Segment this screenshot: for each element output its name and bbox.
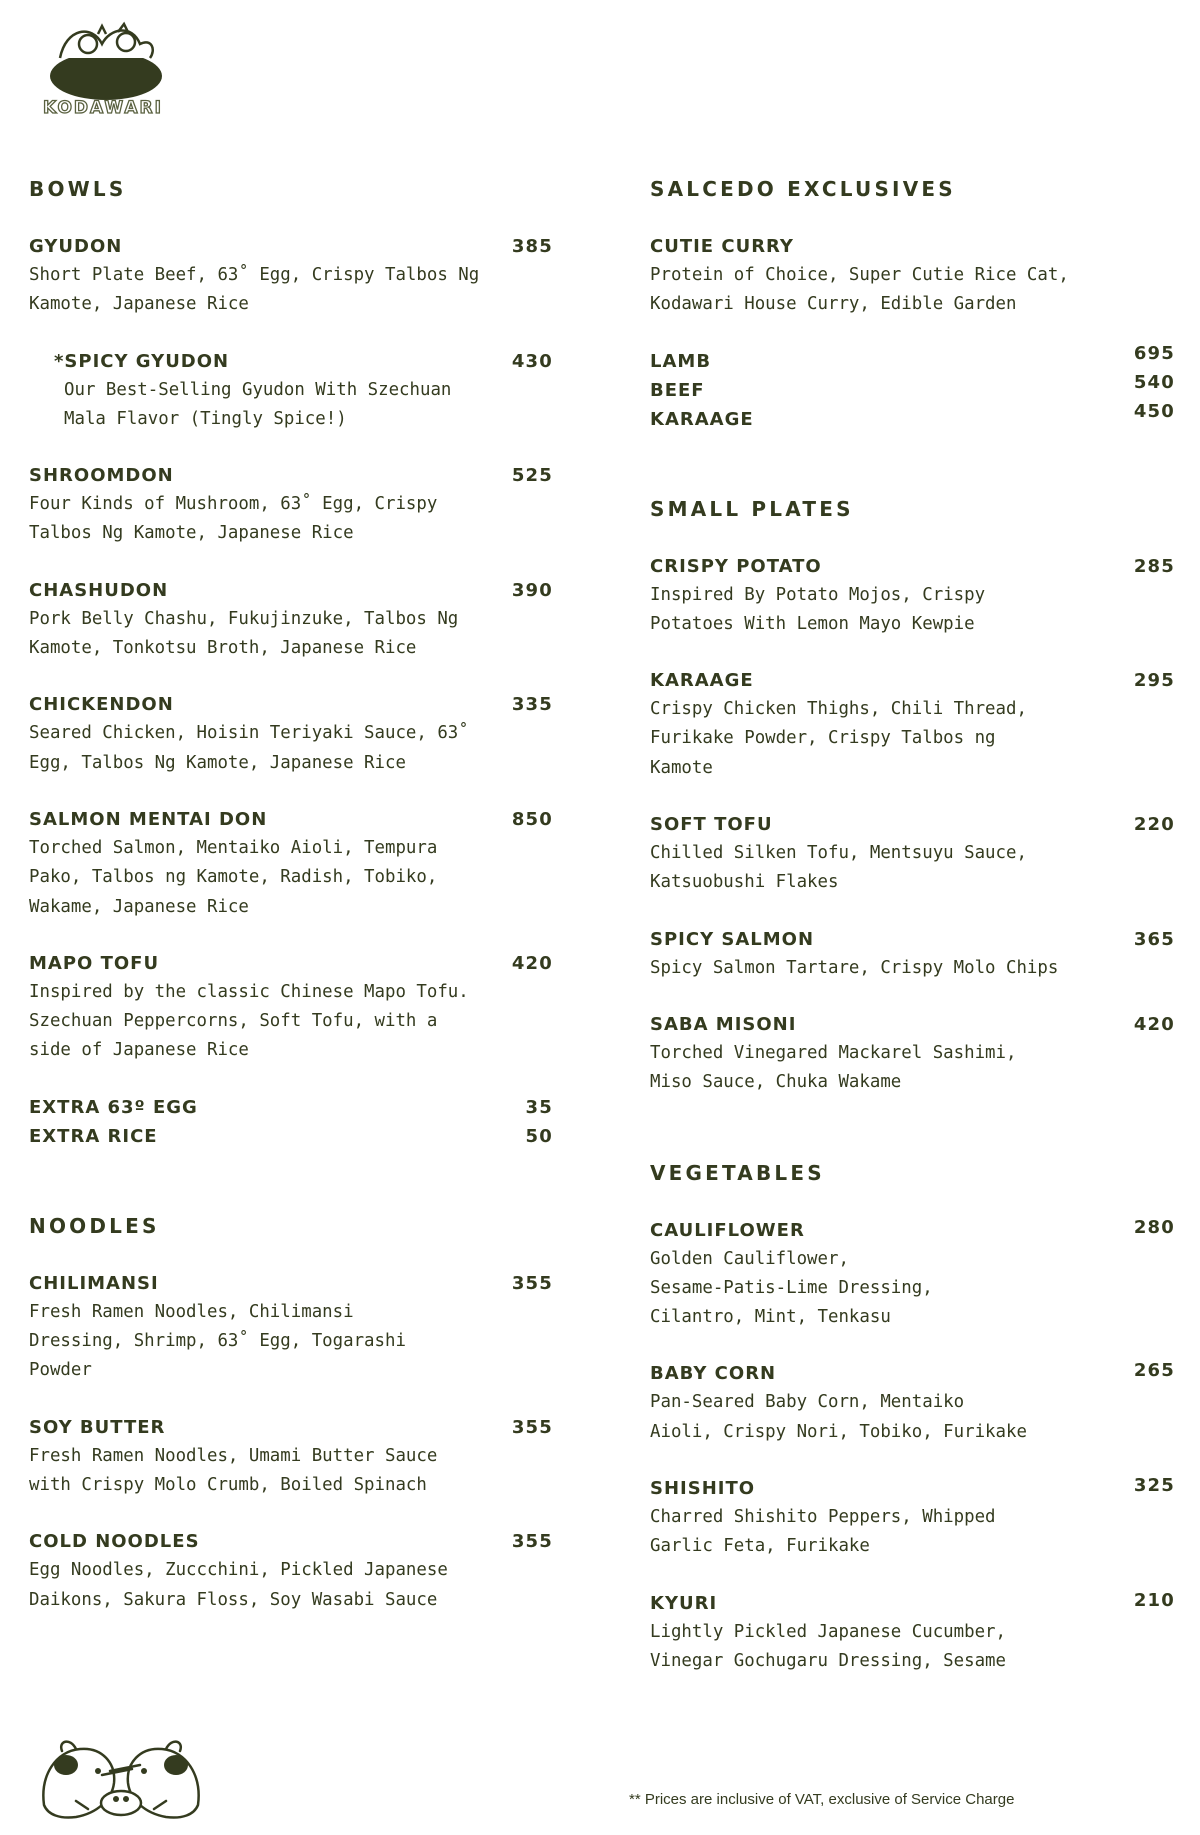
item-name: CHILIMANSI (29, 1272, 159, 1294)
price-footnote: ** Prices are inclusive of VAT, exclusive of Service Charge (629, 1791, 1015, 1808)
menu-item-cutie-curry (650, 232, 1175, 320)
item-description: Fresh Ramen Noodles, Umami Butter Sauce with Crispy Molo Crumb, Boiled Spinach (29, 1445, 438, 1495)
item-price: 210 (1133, 1589, 1175, 1611)
option-name: BEEF (650, 379, 705, 401)
menu-item-chickendon (29, 690, 553, 778)
menu-item-shishito (650, 1474, 1175, 1562)
item-description: Short Plate Beef, 63˚ Egg, Crispy Talbos Ng Kamote, Japanese Rice (29, 265, 480, 315)
item-price: 265 (1133, 1360, 1175, 1382)
menu-item-crispy-potato (650, 552, 1175, 640)
menu-item-chashudon (29, 576, 553, 664)
item-price: 365 (1133, 928, 1175, 950)
dogs-eating-illustration (36, 1735, 206, 1825)
item-description: Charred Shishito Peppers, Whipped Garlic Feta, Furikake (650, 1507, 996, 1557)
item-price: 850 (511, 808, 553, 830)
menu-item-kyuri (650, 1589, 1175, 1677)
item-price: 50 (525, 1125, 553, 1147)
item-price: 385 (511, 236, 553, 257)
menu-item-mapo-tofu (29, 949, 553, 1066)
item-price: 325 (1133, 1475, 1175, 1497)
item-price: 420 (511, 952, 553, 974)
item-description: Torched Vinegared Mackarel Sashimi, Miso Sauce, Chuka Wakame (650, 1042, 1017, 1093)
item-name: GYUDON (29, 236, 123, 257)
section-title-bowls: BOWLS (29, 177, 127, 201)
item-name: KYURI (650, 1592, 718, 1614)
item-price: 35 (525, 1096, 553, 1118)
extra-row-rice (29, 1122, 553, 1151)
item-name: SOFT TOFU (650, 814, 773, 836)
section-title-salcedo: SALCEDO EXCLUSIVES (650, 177, 956, 201)
item-name: SABA MISONI (650, 1013, 797, 1035)
menu-item-gyudon (29, 232, 553, 320)
item-price: 525 (511, 465, 553, 487)
item-price: 335 (511, 694, 553, 716)
option-name: KARAAGE (650, 408, 754, 430)
item-description: Fresh Ramen Noodles, Chilimansi Dressing, Shrimp, 63˚ Egg, Togarashi Powder (29, 1301, 406, 1381)
option-row-karaage (650, 400, 1175, 434)
item-price: 430 (511, 350, 553, 372)
vegetables-section (650, 1160, 1175, 1677)
item-name: SALMON MENTAI DON (29, 808, 268, 830)
item-description: Egg Noodles, Zuccchini, Pickled Japanese Daikons, Sakura Floss, Soy Wasabi Sauce (29, 1560, 448, 1610)
extra-row-egg (29, 1093, 553, 1122)
logo-text: KODAWARI (43, 98, 163, 118)
item-name: CRISPY POTATO (650, 555, 822, 577)
item-description: Pan-Seared Baby Corn, Mentaiko Aioli, Crispy Nori, Tobiko, Furikake (650, 1392, 1027, 1442)
item-name: EXTRA RICE (29, 1125, 158, 1147)
item-name: MAPO TOFU (29, 952, 160, 974)
item-name: COLD NOODLES (29, 1531, 200, 1553)
menu-item-cauliflower (650, 1216, 1175, 1333)
menu-item-baby-corn (650, 1359, 1175, 1447)
menu-item-saba-misoni (650, 1010, 1175, 1098)
item-price: 355 (511, 1416, 553, 1438)
item-price: 390 (511, 579, 553, 601)
item-description: Crispy Chicken Thighs, Chili Thread, Furikake Powder, Crispy Talbos ng Kamote (650, 699, 1027, 778)
menu-item-shroomdon (29, 461, 553, 549)
item-price: 280 (1133, 1216, 1175, 1238)
item-price: 295 (1133, 670, 1175, 692)
item-name: EXTRA 63º EGG (29, 1096, 198, 1118)
small-plates-section (650, 496, 1175, 1098)
item-name: CHICKENDON (29, 694, 174, 716)
item-price: 355 (511, 1272, 553, 1294)
item-description: Seared Chicken, Hoisin Teriyaki Sauce, 63˚ Egg, Talbos Ng Kamote, Japanese Rice (29, 723, 469, 773)
item-name: SOY BUTTER (29, 1416, 166, 1438)
option-price: 540 (1133, 371, 1175, 393)
menu-item-karaage (650, 666, 1175, 783)
option-price: 450 (1133, 400, 1175, 422)
menu-item-spicy-salmon (650, 925, 1175, 983)
item-price: 355 (511, 1531, 553, 1553)
salcedo-exclusives-section (650, 176, 1175, 434)
item-price: 220 (1133, 814, 1175, 836)
bowls-section (29, 176, 553, 1151)
option-price: 695 (1133, 342, 1175, 364)
item-description: Lightly Pickled Japanese Cucumber, Vinegar Gochugaru Dressing, Sesame (650, 1621, 1006, 1671)
left-column (29, 176, 553, 1615)
item-name: CHASHUDON (29, 579, 169, 601)
item-name: SHROOMDON (29, 465, 174, 487)
item-name: SHISHITO (650, 1478, 756, 1500)
section-title-noodles: NOODLES (29, 1213, 160, 1238)
item-description: Spicy Salmon Tartare, Crispy Molo Chips (650, 957, 1059, 978)
item-name: KARAAGE (650, 670, 754, 692)
item-name: CAULIFLOWER (650, 1219, 805, 1241)
item-name: *SPICY GYUDON (54, 350, 230, 372)
section-title-small-plates: SMALL PLATES (650, 496, 854, 521)
right-column (650, 176, 1175, 1676)
item-description: Torched Salmon, Mentaiko Aioli, Tempura Pako, Talbos ng Kamote, Radish, Tobiko, Wakame, Japanese Rice (29, 837, 438, 917)
item-price: 420 (1133, 1013, 1175, 1035)
menu-item-chilimansi (29, 1269, 553, 1386)
item-description: Protein of Choice, Super Cutie Rice Cat, Kodawari House Curry, Edible Garden (650, 265, 1069, 315)
extras-list (29, 1093, 553, 1151)
menu-item-soy-butter (29, 1413, 553, 1501)
menu-item-salmon-mentai-don (29, 805, 553, 922)
noodles-section (29, 1213, 553, 1615)
item-name: SPICY SALMON (650, 928, 815, 950)
item-description: Four Kinds of Mushroom, 63˚ Egg, Crispy Talbos Ng Kamote, Japanese Rice (29, 494, 438, 544)
section-title-vegetables: VEGETABLES (650, 1160, 825, 1185)
item-description: Chilled Silken Tofu, Mentsuyu Sauce, Katsuobushi Flakes (650, 843, 1027, 893)
item-description: Golden Cauliflower, Sesame-Patis-Lime Dressing, Cilantro, Mint, Tenkasu (650, 1248, 933, 1328)
item-name: CUTIE CURRY (650, 236, 794, 257)
item-description: Pork Belly Chashu, Fukujinzuke, Talbos Ng Kamote, Tonkotsu Broth, Japanese Rice (29, 608, 459, 659)
curry-protein-options (650, 342, 1175, 434)
option-name: LAMB (650, 350, 712, 372)
item-description: Inspired by the classic Chinese Mapo Tofu. Szechuan Peppercorns, Soft Tofu, with a side of Japanese Rice (29, 981, 469, 1061)
item-description: Our Best-Selling Gyudon With Szechuan Mala Flavor (Tingly Spice!) (64, 379, 452, 429)
item-name: BABY CORN (650, 1363, 777, 1385)
option-row-beef (650, 371, 1175, 405)
menu-item-cold-noodles (29, 1527, 553, 1615)
item-description: Inspired By Potato Mojos, Crispy Potatoes With Lemon Mayo Kewpie (650, 584, 986, 634)
item-price: 285 (1133, 555, 1175, 577)
option-row-lamb (650, 342, 1175, 376)
menu-item-soft-tofu (650, 810, 1175, 898)
menu-item-spicy-gyudon (29, 347, 553, 435)
